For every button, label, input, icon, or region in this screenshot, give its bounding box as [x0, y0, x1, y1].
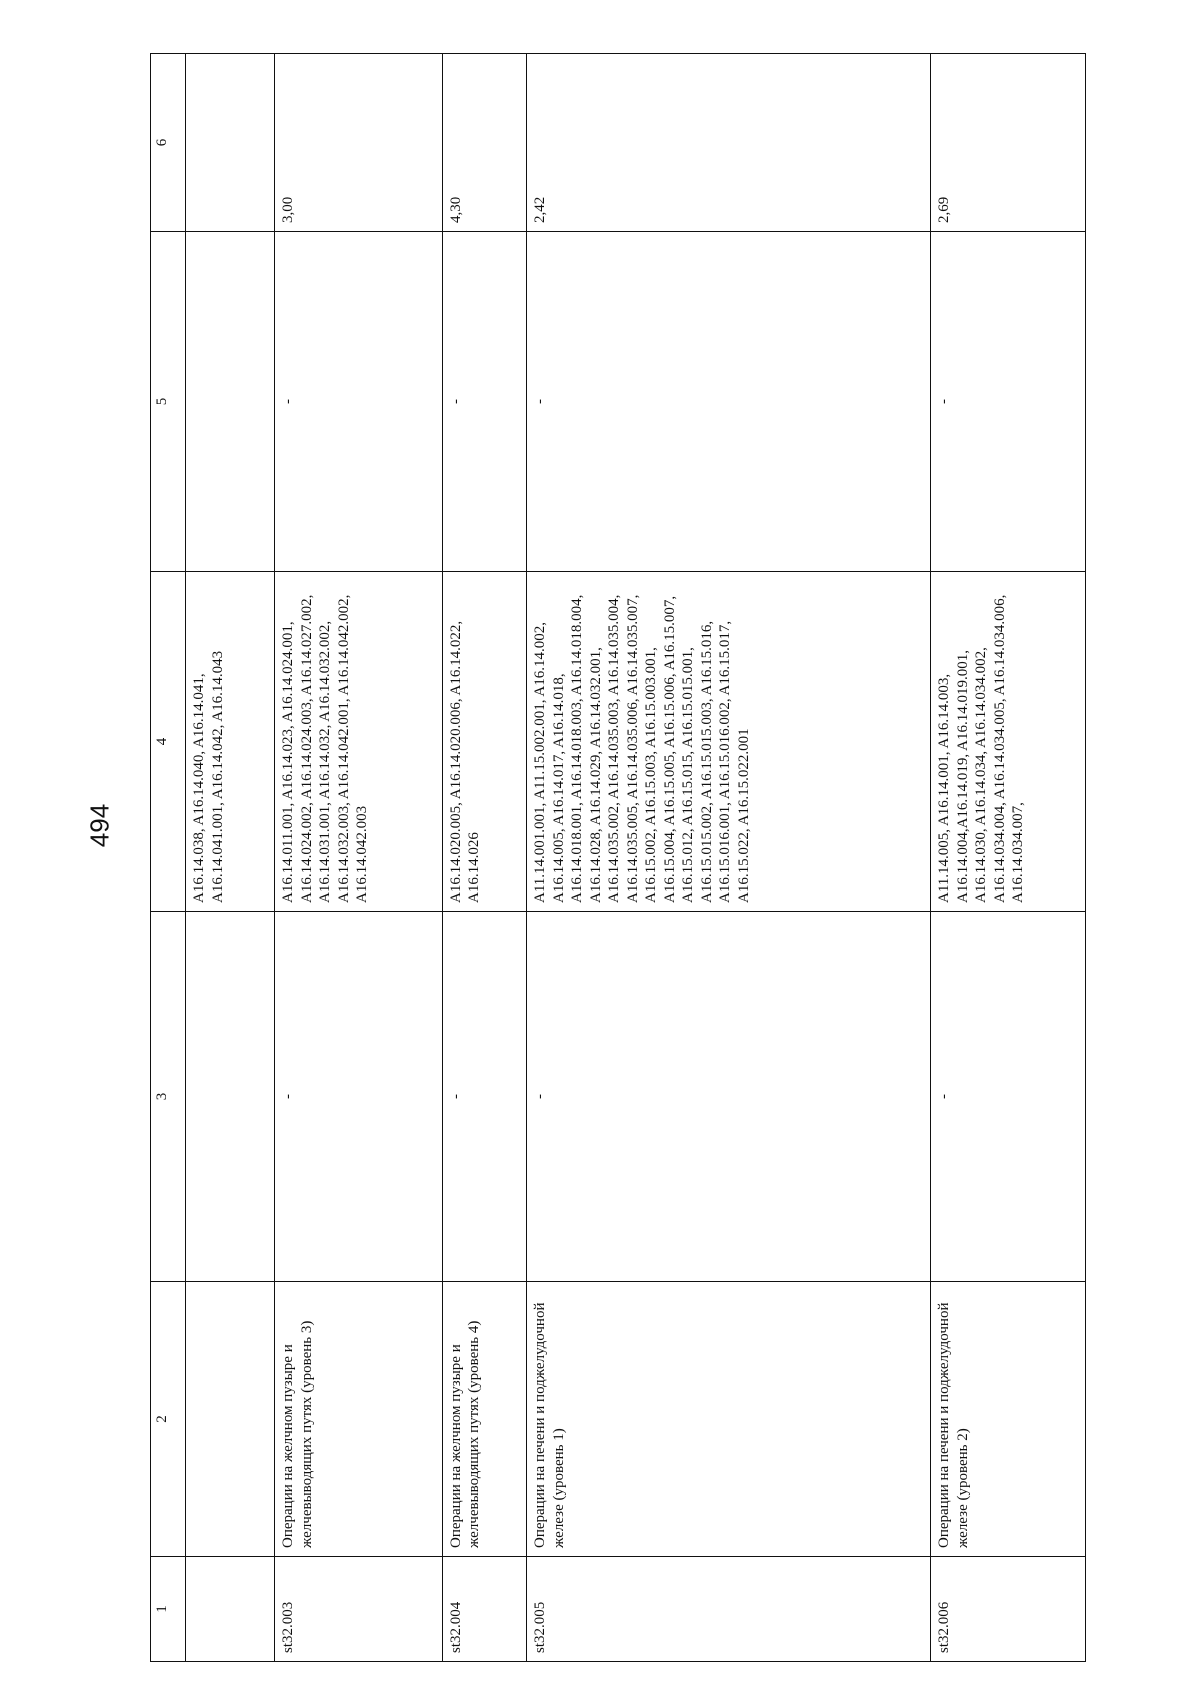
service-code: A16.14.024.001,: [280, 621, 297, 723]
service-code: A16.15.016.001,: [717, 802, 734, 903]
cell-col5: -: [275, 232, 443, 572]
service-code: A16.14.019.001,: [954, 650, 971, 751]
cell-col5: -: [931, 232, 1086, 572]
service-code: A16.14.035.004,: [606, 594, 623, 696]
service-code: A16.15.012,: [680, 828, 697, 903]
service-code: A16.14.020.005,: [447, 802, 464, 903]
service-code: A11.14.005,: [936, 828, 953, 903]
service-code: A16.14.042.003: [354, 805, 371, 903]
cell-col3: [186, 912, 275, 1282]
service-code: A16.15.016,: [698, 620, 715, 696]
cell-code: st32.004: [442, 1557, 526, 1662]
tariff-table: [150, 53, 1086, 1662]
service-code: A16.15.015,: [680, 750, 697, 826]
cell-name: Операции на печени и поджелудочной железе (уровень 1): [527, 1282, 931, 1557]
service-code: A16.14.032,: [317, 724, 334, 800]
service-code: A16.14.043: [209, 650, 226, 722]
cell-col5: [186, 232, 275, 572]
header-cell-4: 4: [151, 572, 186, 912]
service-code: A16.14.024.003,: [298, 698, 315, 800]
service-code: A16.14.027.002,: [298, 594, 315, 696]
cell-service-codes: [527, 572, 931, 912]
service-code: A16.14.032.001,: [587, 647, 604, 748]
cell-name: Операции на желчном пузыре и желчевыводящих путях (уровень 4): [442, 1282, 526, 1557]
service-code: A16.15.005,: [661, 750, 678, 826]
service-code: A16.14.018.004,: [569, 594, 586, 696]
service-code: A16.15.006,: [661, 673, 678, 748]
cell-col5: -: [442, 232, 526, 572]
table-row: [527, 54, 931, 1662]
service-code: A16.14.011.001,: [280, 802, 297, 903]
service-code: A16.14.018,: [550, 673, 567, 748]
cell-code: st32.003: [275, 1557, 443, 1662]
service-code: A16.14.042.002,: [335, 594, 352, 696]
service-code: A16.14.005,: [550, 828, 567, 903]
cell-coef: 2,42: [527, 54, 931, 232]
cell-col3: -: [527, 912, 931, 1282]
service-code: A16.14.041,: [191, 673, 207, 748]
service-code: A16.14.018.003,: [569, 698, 586, 800]
service-code: A16.14.020.006,: [447, 698, 464, 800]
service-code: A16.15.022,: [735, 828, 752, 903]
cell-col3: -: [275, 912, 443, 1282]
cell-service-codes: [186, 572, 275, 912]
service-code: A16.14.035.007,: [624, 594, 641, 696]
service-code: A16.15.022.001: [735, 728, 752, 826]
service-code: A16.14.034,: [973, 750, 990, 826]
cell-service-codes: [275, 572, 443, 912]
header-cell-3: 3: [151, 912, 186, 1282]
service-code: A16.14.001,: [936, 751, 953, 827]
service-code: A16.14.035.005,: [624, 802, 641, 903]
cell-code: st32.005: [527, 1557, 931, 1662]
service-code: A16.14.003,: [936, 673, 953, 749]
cell-coef: 2,69: [931, 54, 1086, 232]
continuation-row: [186, 54, 275, 1662]
cell-code: [186, 1557, 275, 1662]
header-cell-5: 5: [151, 232, 186, 572]
cell-service-codes: [442, 572, 526, 912]
service-code: A16.14.032.002,: [317, 620, 334, 722]
cell-coef: 4,30: [442, 54, 526, 232]
service-code: A16.15.015.001,: [680, 647, 697, 748]
table-row: [442, 54, 526, 1662]
service-code: A16.14.041.001,: [209, 802, 226, 903]
service-code: A16.14.034.006,: [991, 594, 1008, 696]
service-code: A16.14.029,: [587, 750, 604, 826]
service-code: A11.14.001.001,: [532, 802, 549, 903]
cell-col5: -: [527, 232, 931, 572]
page-number: 494: [84, 803, 115, 848]
service-code: A16.15.003,: [643, 750, 660, 826]
service-code: A16.14.035.006,: [624, 698, 641, 800]
service-code: A16.14.026: [466, 832, 483, 903]
cell-name: [186, 1282, 275, 1557]
service-code: A16.14.018.001,: [569, 802, 586, 903]
service-code: A16.14.017,: [550, 750, 567, 826]
service-code: A16.15.015.002,: [698, 802, 715, 903]
service-code: A16.14.028,: [587, 828, 604, 903]
cell-name: Операции на печени и поджелудочной железе (уровень 2): [931, 1282, 1086, 1557]
header-cell-1: 1: [151, 1557, 186, 1662]
cell-coef: 3,00: [275, 54, 443, 232]
service-code: A16.14.042.001,: [335, 698, 352, 800]
service-code: A16.14.032.003,: [335, 802, 352, 903]
service-code: A16.14.042,: [209, 724, 226, 800]
service-code: A16.14.040,: [191, 750, 207, 826]
cell-code: st32.006: [931, 1557, 1086, 1662]
cell-col3: -: [931, 912, 1086, 1282]
service-code: A16.14.004,A16.14.019,: [954, 753, 971, 903]
service-code: A16.14.034.005,: [991, 698, 1008, 800]
service-code: A16.14.034.007,: [1010, 802, 1027, 903]
service-code: A16.14.024.002,: [298, 802, 315, 903]
cell-coef: [186, 54, 275, 232]
table-row: [275, 54, 443, 1662]
service-code: A16.15.017,: [717, 620, 734, 696]
service-code: A16.15.015.003,: [698, 698, 715, 800]
header-cell-2: 2: [151, 1282, 186, 1557]
tariff-table-rotated: [150, 54, 1086, 1662]
service-code: A16.14.035.003,: [606, 698, 623, 800]
service-code: A16.14.034.004,: [991, 802, 1008, 903]
cell-col3: -: [442, 912, 526, 1282]
header-row: [151, 54, 186, 1662]
table-row: [931, 54, 1086, 1662]
service-code: A16.14.030,: [973, 828, 990, 903]
service-code: A16.14.035.002,: [606, 802, 623, 903]
service-code: A16.14.022,: [447, 620, 464, 696]
service-code: A16.14.023,: [280, 725, 297, 800]
service-code: A16.14.031.001,: [317, 802, 334, 903]
service-code: A11.15.002.001,: [532, 699, 549, 800]
service-code: A16.15.007,: [661, 595, 678, 671]
service-code: A16.15.004,: [661, 828, 678, 903]
service-code: A16.15.002,: [643, 828, 660, 903]
service-code: A16.14.002,: [532, 621, 549, 697]
header-cell-6: 6: [151, 54, 186, 232]
cell-service-codes: [931, 572, 1086, 912]
service-code: A16.14.038,: [191, 828, 207, 903]
service-code: A16.15.003.001,: [643, 647, 660, 748]
service-code: A16.14.034.002,: [973, 647, 990, 748]
cell-name: Операции на желчном пузыре и желчевыводящих путях (уровень 3): [275, 1282, 443, 1557]
service-code: A16.15.016.002,: [717, 698, 734, 800]
